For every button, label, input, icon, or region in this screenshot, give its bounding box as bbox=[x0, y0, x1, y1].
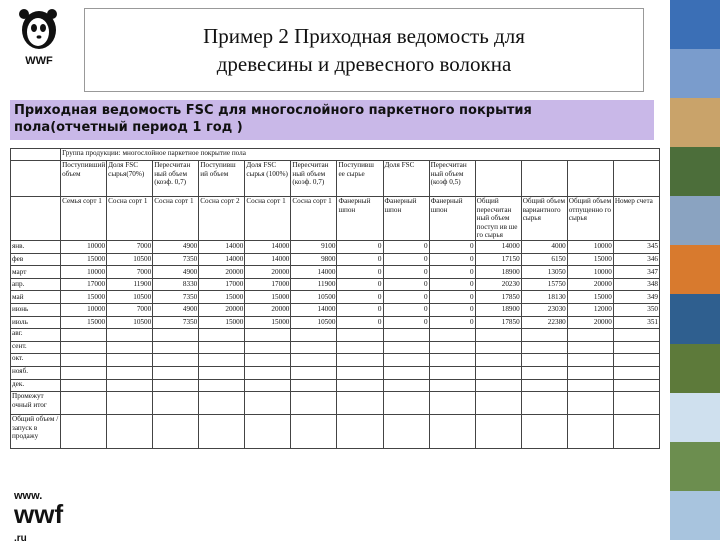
value-cell: 0 bbox=[429, 278, 475, 291]
value-cell bbox=[383, 379, 429, 392]
value-cell bbox=[383, 366, 429, 379]
value-cell bbox=[521, 379, 567, 392]
side-photo bbox=[670, 147, 720, 196]
value-cell: 10000 bbox=[61, 303, 107, 316]
header-cell: Фанерный шпон bbox=[429, 197, 475, 241]
value-cell bbox=[61, 415, 107, 449]
side-photo bbox=[670, 98, 720, 147]
value-cell bbox=[199, 329, 245, 342]
value-cell: 349 bbox=[613, 291, 659, 304]
value-cell bbox=[245, 341, 291, 354]
header-cell: Доля FSC bbox=[383, 161, 429, 197]
table-row bbox=[11, 253, 660, 266]
value-cell: 9100 bbox=[291, 240, 337, 253]
value-cell bbox=[475, 392, 521, 415]
value-cell: 17850 bbox=[475, 316, 521, 329]
value-cell: 0 bbox=[337, 240, 383, 253]
value-cell bbox=[613, 415, 659, 449]
side-photo bbox=[670, 393, 720, 442]
value-cell bbox=[337, 341, 383, 354]
value-cell: 351 bbox=[613, 316, 659, 329]
value-cell bbox=[107, 379, 153, 392]
value-cell bbox=[429, 329, 475, 342]
header-cell: Поступивший объем bbox=[61, 161, 107, 197]
value-cell: 0 bbox=[337, 316, 383, 329]
value-cell: 0 bbox=[429, 240, 475, 253]
value-cell: 10000 bbox=[567, 266, 613, 279]
value-cell: 15000 bbox=[61, 316, 107, 329]
table-row bbox=[11, 303, 660, 316]
value-cell bbox=[291, 329, 337, 342]
value-cell bbox=[337, 354, 383, 367]
table-row bbox=[11, 366, 660, 379]
value-cell bbox=[291, 354, 337, 367]
value-cell bbox=[291, 341, 337, 354]
value-cell bbox=[245, 354, 291, 367]
caption-row bbox=[11, 149, 660, 161]
value-cell bbox=[383, 354, 429, 367]
value-cell: 15000 bbox=[61, 253, 107, 266]
value-cell: 10500 bbox=[291, 316, 337, 329]
value-cell bbox=[153, 379, 199, 392]
header-cell: Общий объем отпущенно го сырья bbox=[567, 197, 613, 241]
value-cell bbox=[521, 415, 567, 449]
value-cell: 11900 bbox=[107, 278, 153, 291]
header-cell: Общий объем вариантного сырья bbox=[521, 197, 567, 241]
value-cell: 10500 bbox=[107, 291, 153, 304]
value-cell: 7000 bbox=[107, 266, 153, 279]
value-cell: 7000 bbox=[107, 240, 153, 253]
value-cell: 20000 bbox=[567, 316, 613, 329]
value-cell: 0 bbox=[337, 291, 383, 304]
value-cell: 10500 bbox=[107, 253, 153, 266]
value-cell bbox=[245, 329, 291, 342]
value-cell bbox=[429, 415, 475, 449]
value-cell bbox=[245, 415, 291, 449]
value-cell: 10500 bbox=[291, 291, 337, 304]
value-cell: 4900 bbox=[153, 266, 199, 279]
value-cell bbox=[337, 379, 383, 392]
value-cell bbox=[475, 379, 521, 392]
month-cell: нояб. bbox=[11, 366, 61, 379]
value-cell bbox=[383, 329, 429, 342]
month-cell: авг. bbox=[11, 329, 61, 342]
value-cell bbox=[429, 341, 475, 354]
value-cell bbox=[337, 392, 383, 415]
value-cell bbox=[199, 379, 245, 392]
value-cell: 14000 bbox=[245, 253, 291, 266]
header-cell bbox=[521, 161, 567, 197]
value-cell: 15000 bbox=[245, 316, 291, 329]
table-row bbox=[11, 278, 660, 291]
header-cell: Фанерный шпон bbox=[383, 197, 429, 241]
value-cell: 11900 bbox=[291, 278, 337, 291]
value-cell bbox=[613, 329, 659, 342]
value-cell: 0 bbox=[429, 316, 475, 329]
value-cell: 0 bbox=[429, 303, 475, 316]
month-cell: фев bbox=[11, 253, 61, 266]
value-cell bbox=[61, 366, 107, 379]
subtitle-line-2: пола(отчетный период 1 год ) bbox=[14, 120, 243, 135]
value-cell bbox=[153, 329, 199, 342]
value-cell bbox=[107, 392, 153, 415]
side-photo bbox=[670, 344, 720, 393]
value-cell bbox=[429, 392, 475, 415]
header-cell bbox=[11, 197, 61, 241]
value-cell bbox=[567, 329, 613, 342]
side-photo bbox=[670, 49, 720, 98]
value-cell bbox=[567, 379, 613, 392]
value-cell bbox=[245, 366, 291, 379]
value-cell bbox=[521, 354, 567, 367]
table-row bbox=[11, 392, 660, 415]
value-cell: 23030 bbox=[521, 303, 567, 316]
value-cell bbox=[107, 354, 153, 367]
value-cell bbox=[291, 366, 337, 379]
value-cell: 0 bbox=[337, 303, 383, 316]
title-line-2: древесины и древесного волокна bbox=[216, 52, 512, 76]
value-cell: 0 bbox=[383, 303, 429, 316]
value-cell bbox=[567, 392, 613, 415]
value-cell: 17000 bbox=[245, 278, 291, 291]
value-cell: 4900 bbox=[153, 303, 199, 316]
value-cell: 15000 bbox=[245, 291, 291, 304]
value-cell: 10500 bbox=[107, 316, 153, 329]
value-cell: 0 bbox=[337, 278, 383, 291]
month-cell: окт. bbox=[11, 354, 61, 367]
table-row bbox=[11, 240, 660, 253]
value-cell bbox=[613, 366, 659, 379]
value-cell: 20000 bbox=[245, 303, 291, 316]
value-cell bbox=[291, 392, 337, 415]
value-cell bbox=[383, 341, 429, 354]
value-cell: 18900 bbox=[475, 303, 521, 316]
table-row bbox=[11, 329, 660, 342]
side-photo bbox=[670, 294, 720, 343]
value-cell bbox=[567, 366, 613, 379]
value-cell: 347 bbox=[613, 266, 659, 279]
value-cell: 0 bbox=[337, 253, 383, 266]
header-cell: Поступивш ее сырье bbox=[337, 161, 383, 197]
value-cell: 15000 bbox=[61, 291, 107, 304]
value-cell bbox=[429, 366, 475, 379]
value-cell: 18130 bbox=[521, 291, 567, 304]
value-cell bbox=[521, 341, 567, 354]
value-cell bbox=[199, 392, 245, 415]
month-cell: Промежут очный итог bbox=[11, 392, 61, 415]
value-cell bbox=[383, 392, 429, 415]
value-cell bbox=[153, 415, 199, 449]
value-cell bbox=[245, 379, 291, 392]
header-cell: Пересчитан ный объем (коэф. 0,7) bbox=[153, 161, 199, 197]
value-cell: 15000 bbox=[199, 316, 245, 329]
header-cell: Пересчитан ный объем (коэф 0,5) bbox=[429, 161, 475, 197]
table-row bbox=[11, 415, 660, 449]
value-cell: 0 bbox=[383, 291, 429, 304]
header-cell: Поступивш ий объем bbox=[199, 161, 245, 197]
value-cell: 18900 bbox=[475, 266, 521, 279]
header-cell: Доля FSC сырья(70%) bbox=[107, 161, 153, 197]
header-row-2 bbox=[11, 197, 660, 241]
value-cell bbox=[153, 366, 199, 379]
value-cell bbox=[567, 341, 613, 354]
value-cell: 7350 bbox=[153, 291, 199, 304]
value-cell: 350 bbox=[613, 303, 659, 316]
value-cell bbox=[61, 341, 107, 354]
header-cell: Доля FSC сырья (100%) bbox=[245, 161, 291, 197]
table-row bbox=[11, 316, 660, 329]
value-cell bbox=[567, 415, 613, 449]
header-cell: Сосна сорт 1 bbox=[291, 197, 337, 241]
value-cell: 14000 bbox=[475, 240, 521, 253]
value-cell: 10000 bbox=[61, 266, 107, 279]
value-cell bbox=[613, 379, 659, 392]
header-cell: Сосна сорт 1 bbox=[245, 197, 291, 241]
side-photo bbox=[670, 0, 720, 49]
value-cell bbox=[107, 366, 153, 379]
header-cell: Пересчитан ный объем (коэф. 0,7) bbox=[291, 161, 337, 197]
value-cell bbox=[613, 392, 659, 415]
header-cell bbox=[11, 161, 61, 197]
table-row bbox=[11, 379, 660, 392]
www-text: www. bbox=[14, 490, 43, 502]
value-cell: 20000 bbox=[199, 303, 245, 316]
value-cell: 17000 bbox=[61, 278, 107, 291]
value-cell bbox=[337, 329, 383, 342]
wwf-text: wwf bbox=[14, 499, 64, 529]
month-cell: июль bbox=[11, 316, 61, 329]
value-cell: 0 bbox=[383, 253, 429, 266]
value-cell bbox=[475, 366, 521, 379]
side-photo bbox=[670, 245, 720, 294]
month-cell: янв. bbox=[11, 240, 61, 253]
value-cell bbox=[475, 329, 521, 342]
slide-title bbox=[84, 8, 644, 92]
value-cell: 17150 bbox=[475, 253, 521, 266]
table-row bbox=[11, 291, 660, 304]
value-cell bbox=[337, 366, 383, 379]
header-cell: Сосна сорт 1 bbox=[153, 197, 199, 241]
value-cell bbox=[613, 354, 659, 367]
value-cell bbox=[107, 415, 153, 449]
value-cell bbox=[153, 341, 199, 354]
value-cell bbox=[153, 392, 199, 415]
wwf-panda-logo bbox=[14, 8, 64, 68]
value-cell: 15000 bbox=[567, 291, 613, 304]
title-line-1: Пример 2 Приходная ведомость для bbox=[203, 24, 525, 48]
value-cell: 0 bbox=[383, 266, 429, 279]
value-cell bbox=[613, 341, 659, 354]
table-row bbox=[11, 354, 660, 367]
ledger-grid bbox=[10, 148, 660, 449]
value-cell: 0 bbox=[429, 266, 475, 279]
month-cell: Общий объем /запуск в продажу bbox=[11, 415, 61, 449]
table-caption: Группа продукции: многослойное паркетное покрытие пола bbox=[61, 149, 660, 161]
value-cell: 7350 bbox=[153, 253, 199, 266]
value-cell bbox=[153, 354, 199, 367]
value-cell: 14000 bbox=[245, 240, 291, 253]
subtitle-line-1: Приходная ведомость FSC для многослойного паркетного покрытия bbox=[14, 103, 532, 118]
value-cell bbox=[61, 379, 107, 392]
header-cell: Семья сорт 1 bbox=[61, 197, 107, 241]
value-cell: 346 bbox=[613, 253, 659, 266]
value-cell: 12000 bbox=[567, 303, 613, 316]
value-cell: 8330 bbox=[153, 278, 199, 291]
value-cell: 0 bbox=[383, 316, 429, 329]
value-cell: 7350 bbox=[153, 316, 199, 329]
month-cell: сент. bbox=[11, 341, 61, 354]
value-cell: 0 bbox=[383, 240, 429, 253]
value-cell: 14000 bbox=[199, 253, 245, 266]
header-cell: Сосна сорт 2 bbox=[199, 197, 245, 241]
value-cell: 14000 bbox=[199, 240, 245, 253]
value-cell bbox=[521, 329, 567, 342]
side-photo bbox=[670, 442, 720, 491]
value-cell: 7000 bbox=[107, 303, 153, 316]
value-cell: 20000 bbox=[245, 266, 291, 279]
value-cell: 6150 bbox=[521, 253, 567, 266]
value-cell: 20000 bbox=[567, 278, 613, 291]
header-row-1 bbox=[11, 161, 660, 197]
value-cell bbox=[337, 415, 383, 449]
value-cell bbox=[291, 379, 337, 392]
nature-photo-strip bbox=[670, 0, 720, 540]
month-cell: дек. bbox=[11, 379, 61, 392]
value-cell bbox=[61, 392, 107, 415]
value-cell: 4000 bbox=[521, 240, 567, 253]
table-row bbox=[11, 266, 660, 279]
value-cell: 9800 bbox=[291, 253, 337, 266]
value-cell: 345 bbox=[613, 240, 659, 253]
value-cell bbox=[475, 415, 521, 449]
month-cell: июнь bbox=[11, 303, 61, 316]
value-cell bbox=[429, 354, 475, 367]
header-cell bbox=[567, 161, 613, 197]
value-cell bbox=[61, 329, 107, 342]
header-cell: Общий пересчитан ный объем поступ ив ше го сырья bbox=[475, 197, 521, 241]
caption-cell-empty bbox=[11, 149, 61, 161]
table-row bbox=[11, 341, 660, 354]
value-cell: 0 bbox=[383, 278, 429, 291]
header-cell: Номер счета bbox=[613, 197, 659, 241]
value-cell: 10000 bbox=[61, 240, 107, 253]
value-cell: 15750 bbox=[521, 278, 567, 291]
table-subtitle bbox=[10, 100, 654, 140]
value-cell: 0 bbox=[337, 266, 383, 279]
value-cell: 22380 bbox=[521, 316, 567, 329]
value-cell: 14000 bbox=[291, 303, 337, 316]
value-cell bbox=[199, 415, 245, 449]
value-cell: 17000 bbox=[199, 278, 245, 291]
value-cell bbox=[199, 341, 245, 354]
value-cell: 13050 bbox=[521, 266, 567, 279]
value-cell: 15000 bbox=[199, 291, 245, 304]
value-cell: 17850 bbox=[475, 291, 521, 304]
value-cell bbox=[429, 379, 475, 392]
value-cell bbox=[475, 341, 521, 354]
value-cell bbox=[521, 366, 567, 379]
value-cell: 4900 bbox=[153, 240, 199, 253]
ru-text: .ru bbox=[14, 533, 27, 544]
value-cell: 20000 bbox=[199, 266, 245, 279]
value-cell bbox=[199, 354, 245, 367]
value-cell: 14000 bbox=[291, 266, 337, 279]
value-cell bbox=[245, 392, 291, 415]
receipt-ledger-table bbox=[10, 148, 660, 490]
value-cell: 20230 bbox=[475, 278, 521, 291]
month-cell: май bbox=[11, 291, 61, 304]
wwf-logo-text: WWF bbox=[25, 55, 53, 67]
value-cell bbox=[383, 415, 429, 449]
value-cell: 348 bbox=[613, 278, 659, 291]
value-cell: 0 bbox=[429, 291, 475, 304]
value-cell: 15000 bbox=[567, 253, 613, 266]
header-cell: Фанерный шпон bbox=[337, 197, 383, 241]
value-cell bbox=[107, 341, 153, 354]
month-cell: апр. bbox=[11, 278, 61, 291]
wwf-ru-logo bbox=[14, 490, 74, 544]
header-cell: Сосна сорт 1 bbox=[107, 197, 153, 241]
header-cell bbox=[613, 161, 659, 197]
value-cell: 0 bbox=[429, 253, 475, 266]
side-photo bbox=[670, 491, 720, 540]
value-cell bbox=[107, 329, 153, 342]
month-cell: март bbox=[11, 266, 61, 279]
side-photo bbox=[670, 196, 720, 245]
value-cell bbox=[199, 366, 245, 379]
header-cell bbox=[475, 161, 521, 197]
value-cell bbox=[567, 354, 613, 367]
value-cell bbox=[521, 392, 567, 415]
value-cell bbox=[475, 354, 521, 367]
value-cell: 10000 bbox=[567, 240, 613, 253]
value-cell bbox=[291, 415, 337, 449]
value-cell bbox=[61, 354, 107, 367]
